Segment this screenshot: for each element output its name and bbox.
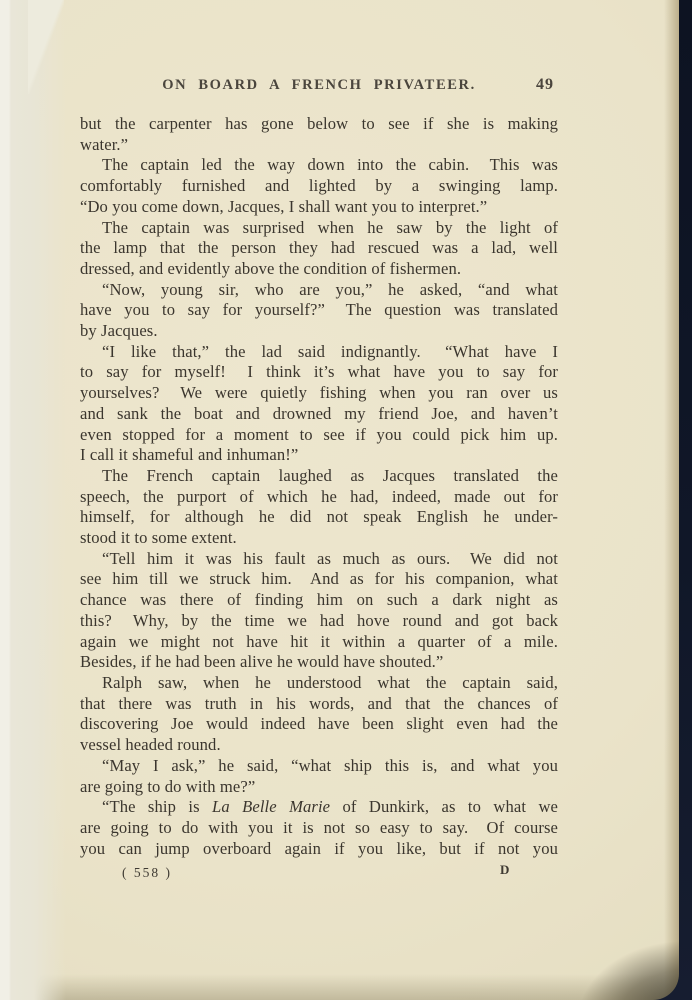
text-segment: comfortably furnished and lighted by a swinging lamp.	[80, 176, 558, 196]
text-segment: are going to do with you it is not so easy to say. Of course	[80, 817, 558, 837]
text-segment: but the carpenter has gone below to see if she is making	[80, 114, 558, 133]
text-segment: chance was there of finding him on such a dark night as	[80, 590, 558, 610]
text-line	[80, 694, 558, 715]
text-segment: I call it shameful and inhuman!”	[80, 445, 299, 465]
text-segment: The captain led the way down into the cabin. This was	[102, 155, 558, 175]
text-line	[80, 507, 558, 528]
text-segment: “I like that,” the lad said indignantly. “What have I	[102, 341, 558, 361]
text-line	[80, 839, 558, 860]
text-segment: speech, the purport of which he had, indeed, made out for	[80, 486, 558, 506]
text-line	[80, 652, 558, 673]
text-line	[80, 383, 558, 404]
text-segment: The captain was surprised when he saw by the light of	[102, 217, 558, 237]
text-line	[80, 114, 558, 135]
text-line	[80, 404, 558, 425]
text-line	[80, 569, 558, 590]
text-line	[80, 735, 558, 756]
page-number: 49	[536, 76, 554, 93]
running-header-row	[80, 77, 558, 99]
text-line	[80, 280, 558, 301]
text-line	[80, 176, 558, 197]
text-line	[80, 342, 558, 363]
text-segment: even stopped for a moment to see if you could pick him up.	[80, 424, 558, 444]
text-segment: to say for myself! I think it’s what have you to say for	[80, 362, 558, 382]
body-text	[80, 114, 558, 859]
text-line	[80, 362, 558, 383]
text-line	[80, 777, 558, 798]
text-line	[80, 818, 558, 839]
italic-ship-name: La Belle Marie	[212, 797, 331, 817]
text-line	[80, 445, 558, 466]
text-line	[80, 673, 558, 694]
text-line	[80, 714, 558, 735]
page-footer	[80, 862, 558, 882]
text-segment: Besides, if he had been alive he would have shouted.”	[80, 652, 444, 672]
print-signature-letter: D	[500, 862, 511, 877]
text-line	[80, 218, 558, 239]
text-line	[80, 549, 558, 570]
text-line	[80, 425, 558, 446]
text-line	[80, 611, 558, 632]
page-corner-fold	[28, 0, 64, 94]
running-head-title: ON BOARD A FRENCH PRIVATEER.	[162, 77, 476, 93]
text-segment: stood it to some extent.	[80, 528, 237, 548]
text-segment: of Dunkirk, as to what we	[330, 797, 558, 817]
text-line	[80, 135, 558, 156]
text-line	[80, 528, 558, 549]
text-segment: that there was truth in his words, and that the chances of	[80, 693, 558, 713]
text-segment: water.”	[80, 134, 129, 154]
text-line	[80, 756, 558, 777]
text-segment: “The ship is	[102, 797, 213, 817]
text-line	[80, 797, 558, 818]
text-line	[80, 321, 558, 342]
text-segment: the lamp that the person they had rescued was a lad, well	[80, 238, 558, 258]
text-segment: again we might not have hit it within a quarter of a mile.	[80, 631, 558, 651]
text-line	[80, 466, 558, 487]
text-segment: have you to say for yourself?” The question was translated	[80, 300, 558, 320]
text-segment: Ralph saw, when he understood what the captain said,	[102, 672, 558, 692]
text-segment: dressed, and evidently above the condition of fishermen.	[80, 258, 462, 278]
text-segment: himself, for although he did not speak English he under-	[80, 507, 558, 527]
text-segment: by Jacques.	[80, 321, 158, 341]
text-line	[80, 632, 558, 653]
text-segment: vessel headed round.	[80, 735, 221, 755]
text-segment: see him till we struck him. And as for his companion, what	[80, 569, 558, 589]
text-line	[80, 238, 558, 259]
text-segment: and sank the boat and drowned my friend Joe, and haven’t	[80, 403, 558, 423]
text-line	[80, 487, 558, 508]
text-segment: you can jump overboard again if you like, but if not you	[80, 838, 558, 858]
text-segment: “May I ask,” he said, “what ship this is, and what you	[102, 755, 558, 775]
text-line	[80, 155, 558, 176]
print-signature-number: ( 558 )	[122, 865, 172, 880]
text-line	[80, 300, 558, 321]
text-segment: this? Why, by the time we had hove round and got back	[80, 610, 558, 630]
text-segment: yourselves? We were quietly fishing when you ran over us	[80, 383, 558, 403]
text-segment: “Do you come down, Jacques, I shall want you to interpret.”	[80, 196, 488, 216]
text-segment: “Tell him it was his fault as much as ours. We did not	[102, 548, 558, 568]
text-line	[80, 590, 558, 611]
text-line	[80, 259, 558, 280]
text-segment: The French captain laughed as Jacques translated the	[102, 465, 558, 485]
text-segment: “Now, young sir, who are you,” he asked, “and what	[102, 279, 558, 299]
text-line	[80, 197, 558, 218]
text-segment: discovering Joe would indeed have been slight even had the	[80, 714, 558, 734]
text-segment: are going to do with me?”	[80, 776, 256, 796]
